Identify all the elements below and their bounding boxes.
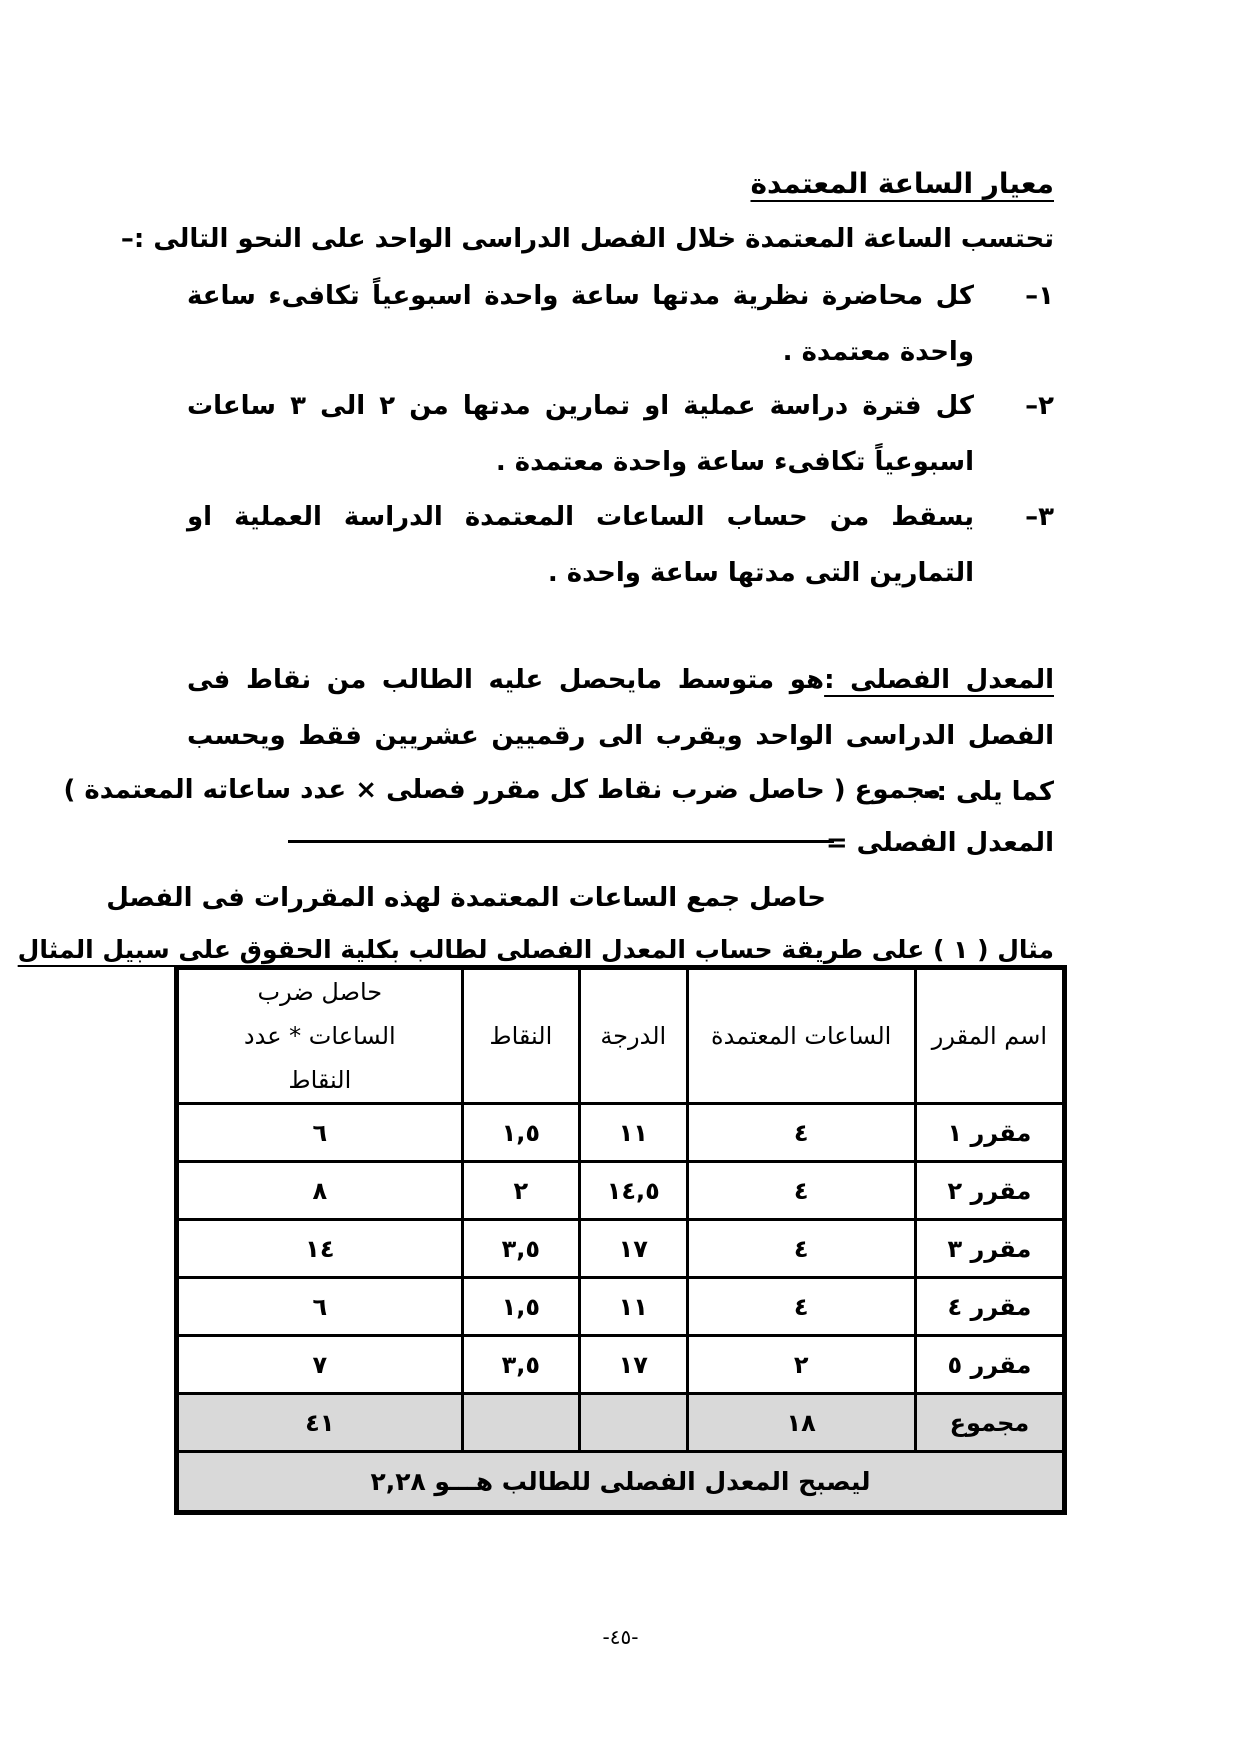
gpa-example-table bbox=[174, 965, 1067, 1515]
section-title: معيار الساعة المعتمدة bbox=[750, 167, 1054, 200]
gpa-term: المعدل الفصلى : bbox=[824, 665, 1054, 695]
cell-product: ١٤ bbox=[177, 1220, 463, 1278]
cell-total-grade bbox=[580, 1394, 688, 1452]
rule-text: كل محاضرة نظرية مدتها ساعة واحدة اسبوعياً تكافىء ساعة واحدة معتمدة . bbox=[187, 281, 974, 367]
table-row bbox=[177, 1336, 1065, 1394]
cell-total-points bbox=[462, 1394, 579, 1452]
cell-total-label: مجموع bbox=[915, 1394, 1064, 1452]
rule-item-3 bbox=[187, 489, 1054, 601]
rule-number: ١– bbox=[1025, 281, 1054, 311]
gpa-definition-text: هو متوسط مايحصل عليه الطالب من نقاط فى الفصل الدراسى الواحد ويقرب الى رقميين عشريين فقط ويحسب كما يلى :– bbox=[187, 665, 1054, 807]
cell-product: ٧ bbox=[177, 1336, 463, 1394]
table-row bbox=[177, 1220, 1065, 1278]
cell-product: ٦ bbox=[177, 1104, 463, 1162]
cell-product: ٦ bbox=[177, 1278, 463, 1336]
table-result-row bbox=[177, 1452, 1065, 1513]
rule-text: يسقط من حساب الساعات المعتمدة الدراسة العملية او التمارين التى مدتها ساعة واحدة . bbox=[187, 502, 974, 588]
formula-denominator: حاصل جمع الساعات المعتمدة لهذه المقررات فى الفصل bbox=[106, 883, 826, 913]
header-product: حاصل ضرب الساعات * عدد النقاط bbox=[177, 968, 463, 1104]
intro-text: تحتسب الساعة المعتمدة خلال الفصل الدراسى الواحد على النحو التالى :– bbox=[120, 224, 1054, 254]
cell-hours: ٤ bbox=[687, 1220, 915, 1278]
cell-hours: ٤ bbox=[687, 1162, 915, 1220]
cell-hours: ٤ bbox=[687, 1104, 915, 1162]
table-header-row bbox=[177, 968, 1065, 1104]
cell-hours: ٢ bbox=[687, 1336, 915, 1394]
header-points: النقاط bbox=[462, 968, 579, 1104]
cell-course: مقرر ١ bbox=[915, 1104, 1064, 1162]
cell-product: ٨ bbox=[177, 1162, 463, 1220]
rule-number: ٢– bbox=[1025, 391, 1054, 421]
formula-numerator: مجموع ( حاصل ضرب نقاط كل مقرر فصلى × عدد ساعاته المعتمدة ) bbox=[63, 775, 941, 805]
page-number: -٤٥- bbox=[602, 1625, 639, 1649]
rule-item-1 bbox=[187, 268, 1054, 380]
table-row bbox=[177, 1104, 1065, 1162]
cell-grade: ١٧ bbox=[580, 1220, 688, 1278]
table-total-row bbox=[177, 1394, 1065, 1452]
cell-points: ٣,٥ bbox=[462, 1336, 579, 1394]
cell-points: ١,٥ bbox=[462, 1104, 579, 1162]
cell-total-product: ٤١ bbox=[177, 1394, 463, 1452]
gpa-result: ليصبح المعدل الفصلى للطالب هـــو ٢,٢٨ bbox=[177, 1452, 1065, 1513]
cell-course: مقرر ٣ bbox=[915, 1220, 1064, 1278]
rule-number: ٣– bbox=[1025, 502, 1054, 532]
cell-grade: ١٤,٥ bbox=[580, 1162, 688, 1220]
cell-total-hours: ١٨ bbox=[687, 1394, 915, 1452]
header-course: اسم المقرر bbox=[915, 968, 1064, 1104]
formula-lhs: المعدل الفصلى = bbox=[825, 828, 1054, 858]
table-row bbox=[177, 1278, 1065, 1336]
cell-grade: ١١ bbox=[580, 1278, 688, 1336]
cell-course: مقرر ٥ bbox=[915, 1336, 1064, 1394]
cell-course: مقرر ٤ bbox=[915, 1278, 1064, 1336]
cell-points: ٢ bbox=[462, 1162, 579, 1220]
cell-points: ٣,٥ bbox=[462, 1220, 579, 1278]
cell-points: ١,٥ bbox=[462, 1278, 579, 1336]
cell-grade: ١١ bbox=[580, 1104, 688, 1162]
cell-hours: ٤ bbox=[687, 1278, 915, 1336]
cell-grade: ١٧ bbox=[580, 1336, 688, 1394]
header-grade: الدرجة bbox=[580, 968, 688, 1104]
header-hours: الساعات المعتمدة bbox=[687, 968, 915, 1104]
cell-course: مقرر ٢ bbox=[915, 1162, 1064, 1220]
rule-text: كل فترة دراسة عملية او تمارين مدتها من ٢ الى ٣ ساعات اسبوعياً تكافىء ساعة واحدة معتمدة . bbox=[187, 391, 974, 477]
rule-item-2 bbox=[187, 378, 1054, 490]
table-row bbox=[177, 1162, 1065, 1220]
fraction-line bbox=[288, 840, 834, 843]
example-title: مثال ( ١ ) على طريقة حساب المعدل الفصلى لطالب بكلية الحقوق على سبيل المثال bbox=[17, 935, 1054, 964]
